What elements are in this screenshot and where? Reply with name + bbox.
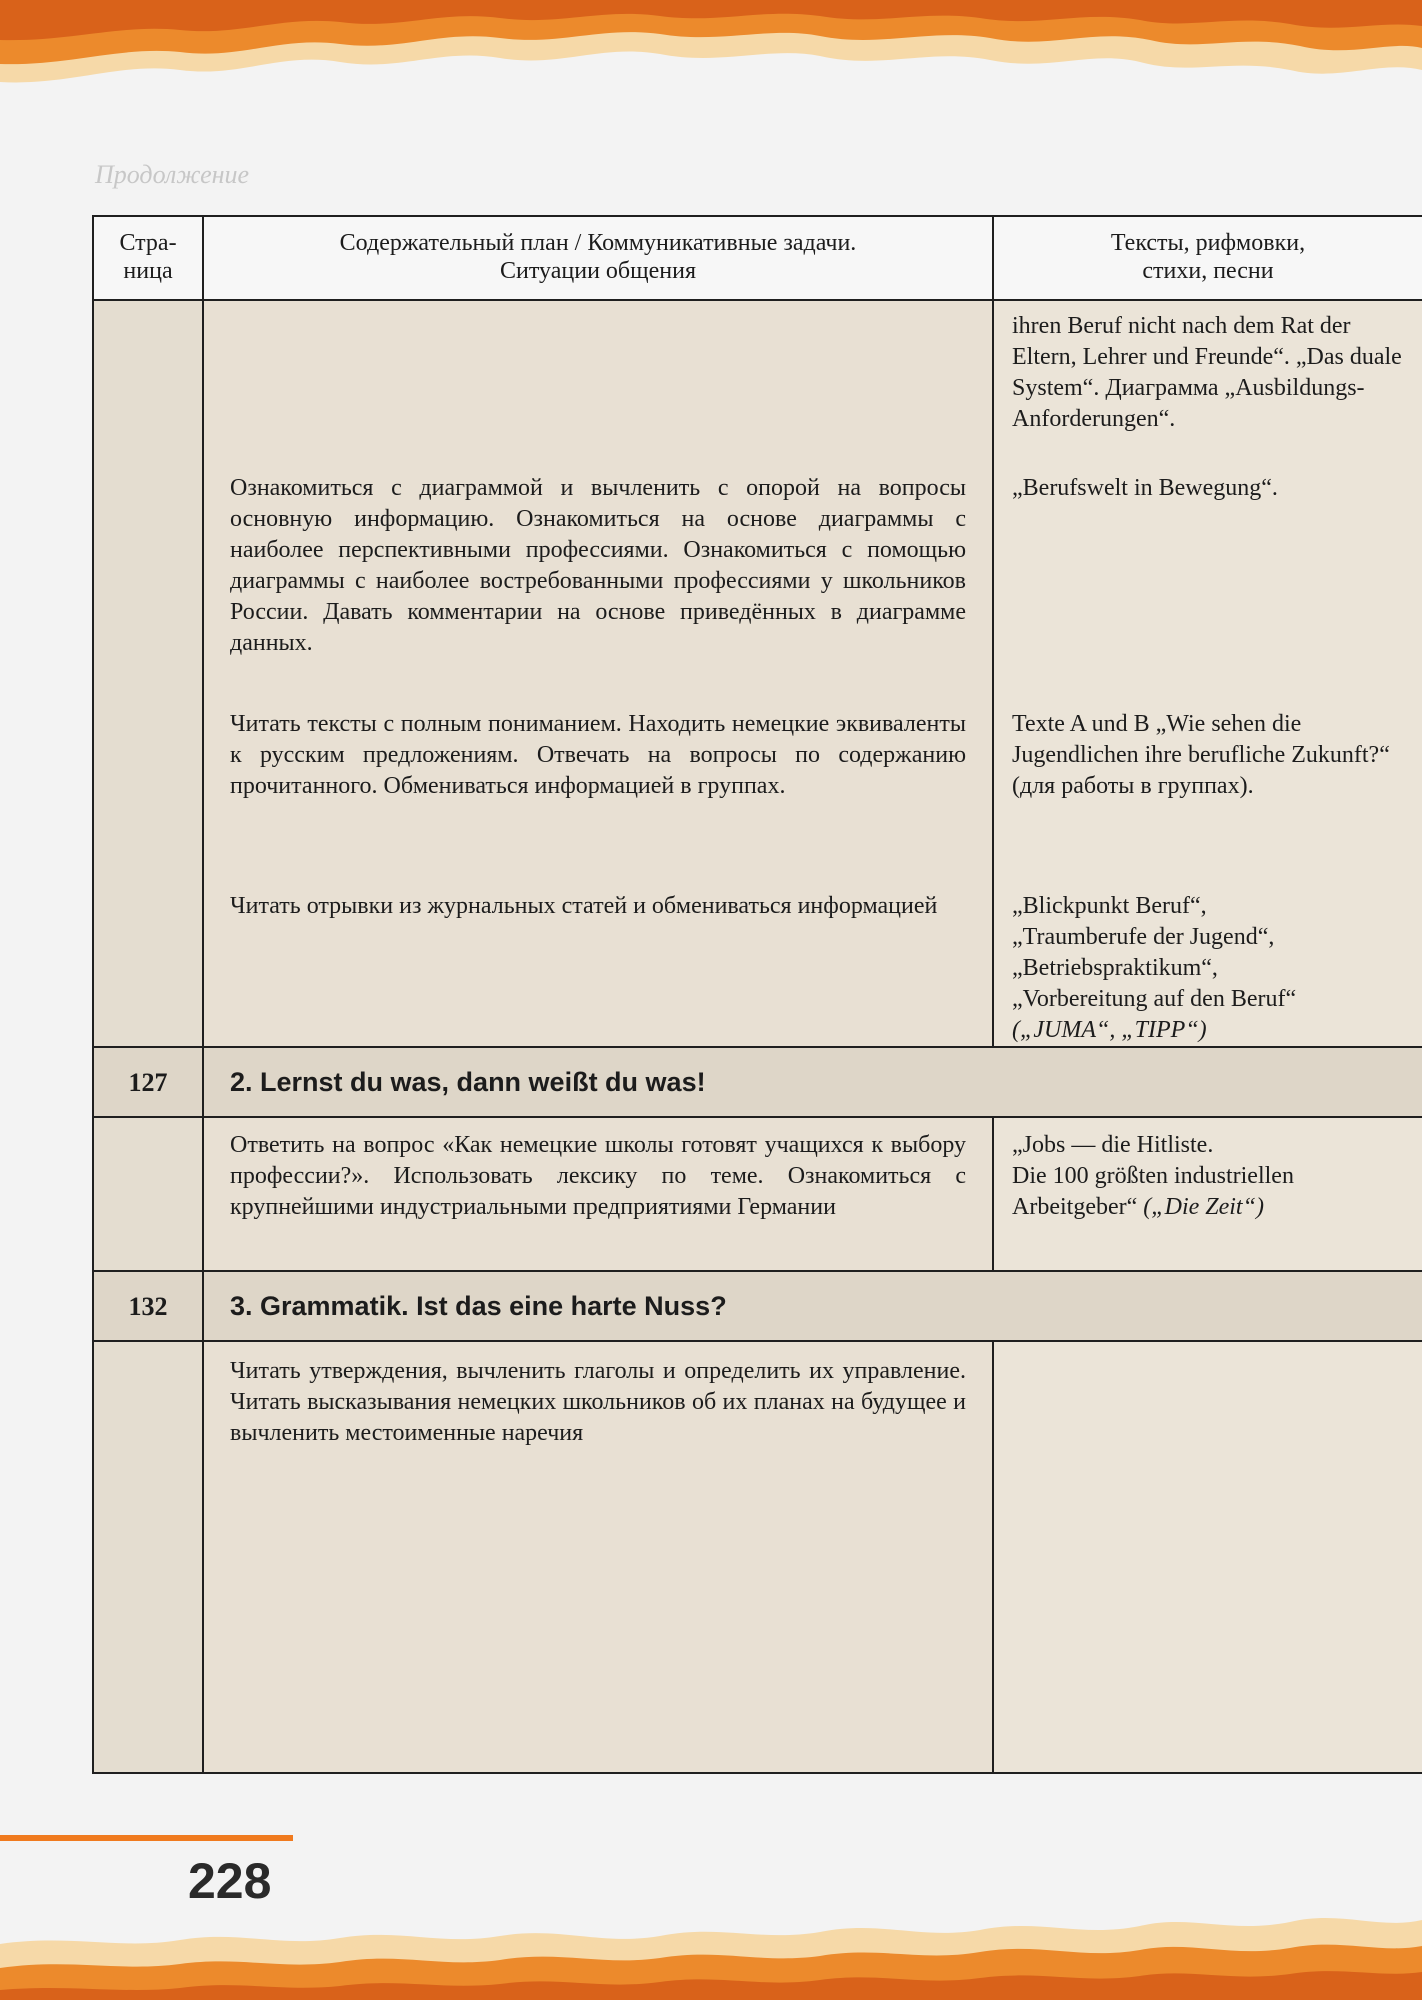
plan-cell (203, 300, 993, 471)
continuation-heading: Продолжение (95, 160, 250, 189)
top-banner (0, 0, 1422, 120)
column-header-plan: Содержательный план / Коммуникативные задачи. Ситуации общения (203, 216, 993, 300)
section-title: 2. Lernst du was, dann weißt du was! (203, 1047, 1422, 1117)
source-title: „Blickpunkt Beruf“, (1012, 893, 1207, 919)
table-row (93, 300, 1422, 471)
table-header-row (93, 216, 1422, 300)
section-page-number: 127 (93, 1047, 203, 1117)
page-number: 228 (188, 1853, 272, 1909)
source-title: „Traumberufe der Jugend“, (1012, 924, 1275, 950)
texts-cell (993, 1341, 1422, 1773)
page-number-rule (0, 1835, 293, 1841)
source-title: „Betriebspraktikum“, (1012, 955, 1218, 981)
column-header-texts: Тексты, рифмовки, стихи, песни (993, 216, 1422, 300)
table-row (93, 1117, 1422, 1271)
table-row (93, 1341, 1422, 1773)
table-row (93, 889, 1422, 1047)
plan-cell: Ознакомиться с диаграммой и вычленить с опорой на вопросы основную информацию. Ознакомиться на основе диаграммы с наиболее перспективными профессиями. Ознакомиться с помощью диаграммы с наиболее востребованными профессиями у школьников России. Давать комментарии на основе приведённых в диаграмме данных. (203, 471, 993, 703)
texts-cell: Texte A und B „Wie sehen die Jugendlichen ihre berufliche Zukunft?“ (для работы в группах). (993, 703, 1422, 889)
column-header-page: Стра- ница (93, 216, 203, 300)
texts-cell: „Berufswelt in Bewegung“. (993, 471, 1422, 703)
thematic-plan-table (92, 215, 1422, 1774)
section-header-row (93, 1047, 1422, 1117)
plan-cell: Читать утверждения, вычленить глаголы и определить их управление. Читать высказывания немецких школьников об их планах на будущее и вычленить местоименные наречия (203, 1341, 993, 1773)
table-row (93, 703, 1422, 889)
source-title: „Vorbereitung auf den Beruf“ (1012, 986, 1297, 1012)
table-row (93, 471, 1422, 703)
source-magazines: („JUMA“, „TIPP“) (1012, 1017, 1207, 1043)
section-page-number: 132 (93, 1271, 203, 1341)
section-header-row (93, 1271, 1422, 1341)
plan-cell: Читать отрывки из журнальных статей и обмениваться информацией (203, 889, 993, 1047)
texts-cell: ihren Beruf nicht nach dem Rat der Eltern, Lehrer und Freunde“. „Das duale System“. Диаграмма „Ausbildungs-Anforderungen“. (993, 300, 1422, 471)
plan-cell: Читать тексты с полным пониманием. Находить немецкие эквиваленты к русским предложениям. Отвечать на вопросы по содержанию прочитанного. Обмениваться информацией в группах. (203, 703, 993, 889)
source-newspaper: („Die Zeit“) (1143, 1194, 1264, 1220)
section-title: 3. Grammatik. Ist das eine harte Nuss? (203, 1271, 1422, 1341)
texts-cell (993, 889, 1422, 1047)
bottom-banner (0, 1880, 1422, 2000)
texts-cell: „Jobs — die Hitliste. Die 100 größten industriellen Arbeitgeber“ („Die Zeit“) (993, 1117, 1422, 1271)
plan-cell: Ответить на вопрос «Как немецкие школы готовят учащихся к выбору профессии?». Использовать лексику по теме. Ознакомиться с крупнейшими индустриальными предприятиями Германии (203, 1117, 993, 1271)
